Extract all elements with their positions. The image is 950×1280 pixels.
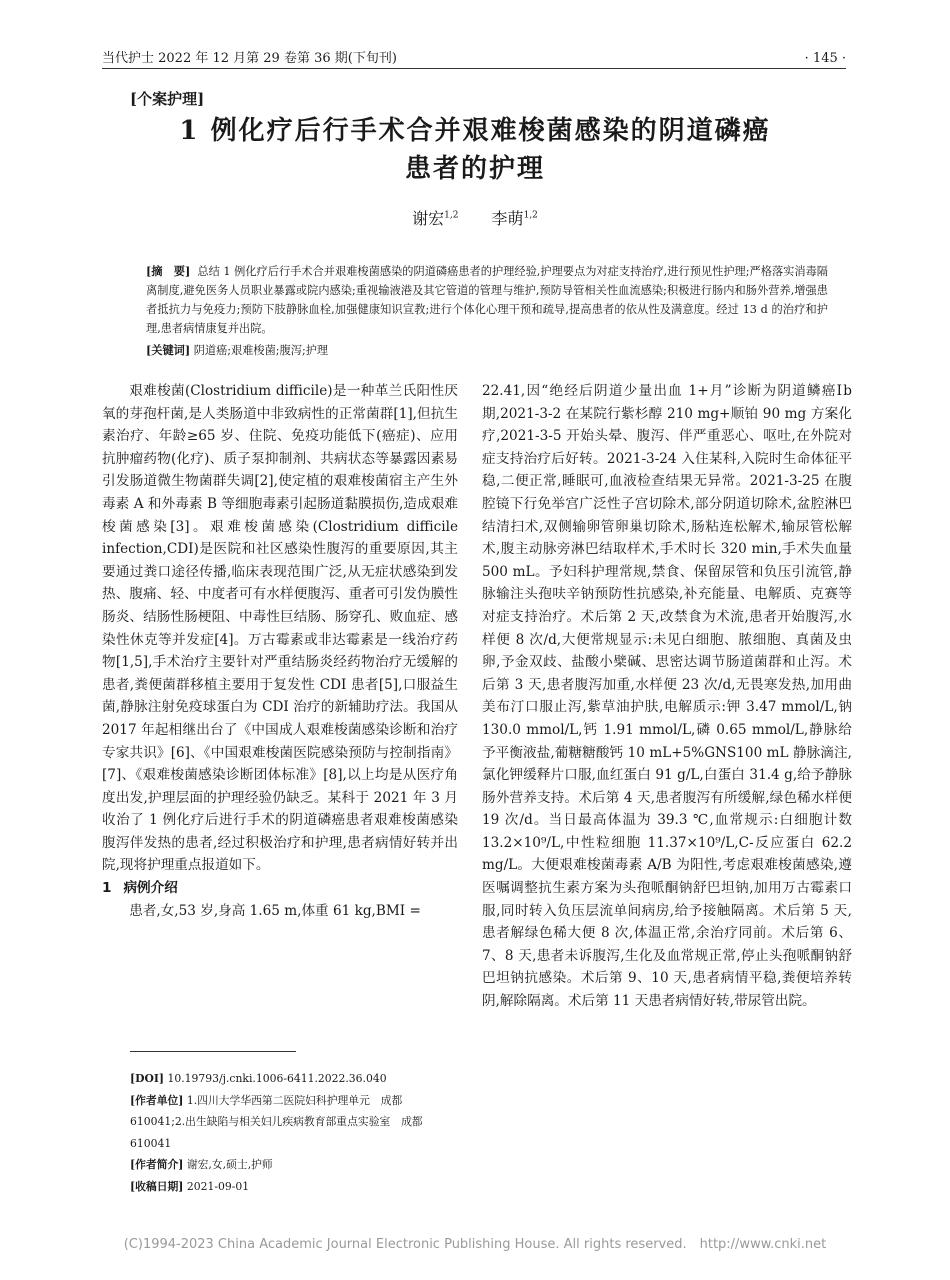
footnote-doi: [DOI] 10.19793/j.cnki.1006-6411.2022.36.040: [130, 1072, 387, 1085]
page-number: · 145 ·: [804, 51, 846, 66]
header-rule: [102, 68, 846, 69]
section-number: 1: [102, 880, 112, 897]
copyright-watermark: (C)1994-2023 China Academic Journal Electronic Publishing House. All rights reserved. http://www.cnki.net: [123, 1237, 827, 1252]
title-line-2: 患者的护理: [404, 154, 545, 184]
keywords: [146, 341, 828, 360]
keywords-label: [关键词]: [146, 343, 191, 357]
keywords-text: 阴道癌;艰难梭菌;腹泻;护理: [193, 344, 329, 357]
author: 李萌$^{1,2}$: [491, 209, 538, 228]
case-paragraph-continued: 22.41,因“绝经后阴道少量出血 1+月”诊断为阴道鳞癌Ⅰb 期,2021-3-2 在某院行紫杉醇 210 mg+顺铂 90 mg 方案化疗,2021-3-5 开始头晕、腹泻、伴严重恶心、呕吐,在外院对症支持治疗后好转。2021-3-24 入住某科,入院时生命体征平稳,二便正常,睡眠可,血液检查结果无异常。2021-3-25 在腹腔镜下行免举宫广泛性子宫切除术,部分阴道切除术,盆腔淋巴结清扫术,双侧输卵管卵巢切除术,肠粘连松解术,输尿管松解术,腹主动脉旁淋巴结取样术,手术时长 320 min,手术失血量 500 mL。予妇科护理常规,禁食、保留尿管和负压引流管,静脉输注头孢呋辛钠预防性抗感染,补充能量、电解质、克赛等对症支持治疗。术后第 2 天,改禁食为术流,患者开始腹泻,水样便 8 次/d,大便常规显示:未见白细胞、脓细胞、真菌及虫卵,予金双歧、盐酸小檗碱、思密达调节肠道菌群和止泻。术后第 3 天,患者腹泻加重,水样便 23 次/d,无畏寒发热,加用曲美布汀口服止泻,紫草油护肤,电解质示:钾 3.47 mmol/L,钠 130.0 mmol/L,钙 1.91 mmol/L,磷 0.65 mmol/L,静脉给予平衡液盐,葡糖糖酸钙 10 mL+5%GNS100 mL 静脉滴注,氯化钾缓释片口服,血红蛋白 91 g/L,白蛋白 31.4 g,给予静脉肠外营养支持。术后第 4 天,患者腹泻有所缓解,绿色稀水样便 19 次/d。当日最高体温为 39.3 ℃,血常规示:白细胞计数 13.2×10⁹/L,中性粒细胞 11.37×10⁹/L,C-反应蛋白 62.2 mg/L。大便艰难梭菌毒素 A/B 为阳性,考虑艰难梭菌感染,遵医嘱调整抗生素方案为头孢哌酮钠舒巴坦钠,加用万古霉素口服,同时转入负压层流单间病房,给予接触隔离。术后第 5 天,患者解绿色稀大便 8 次,体温正常,余治疗同前。术后第 6、7、8 天,患者未诉腹泻,生化及血常规正常,停止头孢哌酮钠舒巴坦钠抗感染。术后第 9、10 天,患者病情平稳,粪便培养转阴,解除隔离。术后第 11 天患者病情好转,带尿管出院。: [482, 383, 852, 1010]
intro-paragraph: 艰难梭菌(Clostridium difficile)是一种革兰氏阳性厌氧的芽孢杆菌,是人类肠道中非致病性的正常菌群[1],但抗生素治疗、年龄≥65 岁、住院、免疫功能低下(癌症)、应用抗肿瘤药物(化疗)、质子泵抑制剂、共病状态等暴露因素易引发肠道微生物菌群失调[2],使定植的艰难梭菌宿主产生外毒素 A 和外毒素 B 等细胞毒素引起肠道黏膜损伤,造成艰难梭菌感染[3]。艰难梭菌感染(Clostridium difficile infection,CDI)是医院和社区感染性腹泻的重要原因,其主要通过粪口途径传播,临床表现范围广泛,从无症状感染到发热、腹痛、轻、中度者可有水样便腹泻、重者可引发伪膜性肠炎、结肠性肠梗阻、中毒性巨结肠、肠穿孔、败血症、感染性休克等并发症[4]。万古霉素或非达霉素是一线治疗药物[1,5],手术治疗主要针对严重结肠炎经药物治疗无缓解的患者,粪便菌群移植主要用于复发性 CDI 患者[5],口服益生菌,静脉注射免疫球蛋白为 CDI 治疗的新辅助疗法。我国从 2017 年起相继出台了《中国成人艰难梭菌感染诊断和治疗专家共识》[6]、《中国艰难梭菌医院感染预防与控制指南》[7]、《艰难梭菌感染诊断团体标准》[8],以上均是从医疗角度出发,护理层面的护理经验仍缺乏。某科于 2021 年 3 月收治了 1 例化疗后进行手术的阴道磷癌患者艰难梭菌感染腹泻伴发热的患者,经过积极治疗和护理,患者病情好转并出院,现将护理重点报道如下。: [102, 383, 458, 874]
title-line-1: 1 例化疗后行手术合并艰难梭菌感染的阴道磷癌: [179, 116, 771, 146]
footnote-rule: [130, 1051, 296, 1052]
author: 谢宏$^{1,2}$: [412, 209, 459, 228]
running-head: [102, 44, 846, 66]
footnote-author-bio: [作者简介] 谢宏,女,硕士,护师: [130, 1158, 273, 1171]
abstract-label: [摘 要]: [146, 264, 191, 278]
footnotes: [130, 1068, 460, 1197]
column-tag: [个案护理]: [130, 90, 205, 108]
section-title: 病例介绍: [123, 880, 178, 897]
abstract-text: 总结 1 例化疗后行手术合并艰难梭菌感染的阴道磷癌患者的护理经验,护理要点为对症支持治疗,进行预见性护理;严格落实消毒隔离制度,避免医务人员职业暴露或院内感染;重视输液港及其它管道的管理与维护,预防导管相关性血流感染;积极进行肠内和肠外营养,增强患者抵抗力与免疫力;预防下肢静脉血栓,加强健康知识宣教;进行个体化心理干预和疏导,提高患者的依从性及满意度。经过 13 d 的治疗和护理,患者病情康复并出院。: [146, 265, 828, 335]
abstract: [146, 262, 828, 338]
body-column-right: [482, 380, 852, 1013]
author-list: [0, 206, 950, 229]
body-column-left: [102, 380, 458, 922]
journal-issue: 当代护士 2022 年 12 月第 29 卷第 36 期(下旬刊): [102, 51, 397, 66]
case-paragraph-start: 患者,女,53 岁,身高 1.65 m,体重 61 kg,BMI =: [129, 902, 421, 919]
footnote-received-date: [收稿日期] 2021-09-01: [130, 1179, 250, 1193]
article-title: [80, 112, 870, 188]
footnote-affiliation: [作者单位] 1.四川大学华西第二医院妇科护理单元 成都 610041;2.出生缺陷与相关妇儿疾病教育部重点实验室 成都 610041: [130, 1093, 423, 1150]
section-heading: [102, 877, 458, 900]
